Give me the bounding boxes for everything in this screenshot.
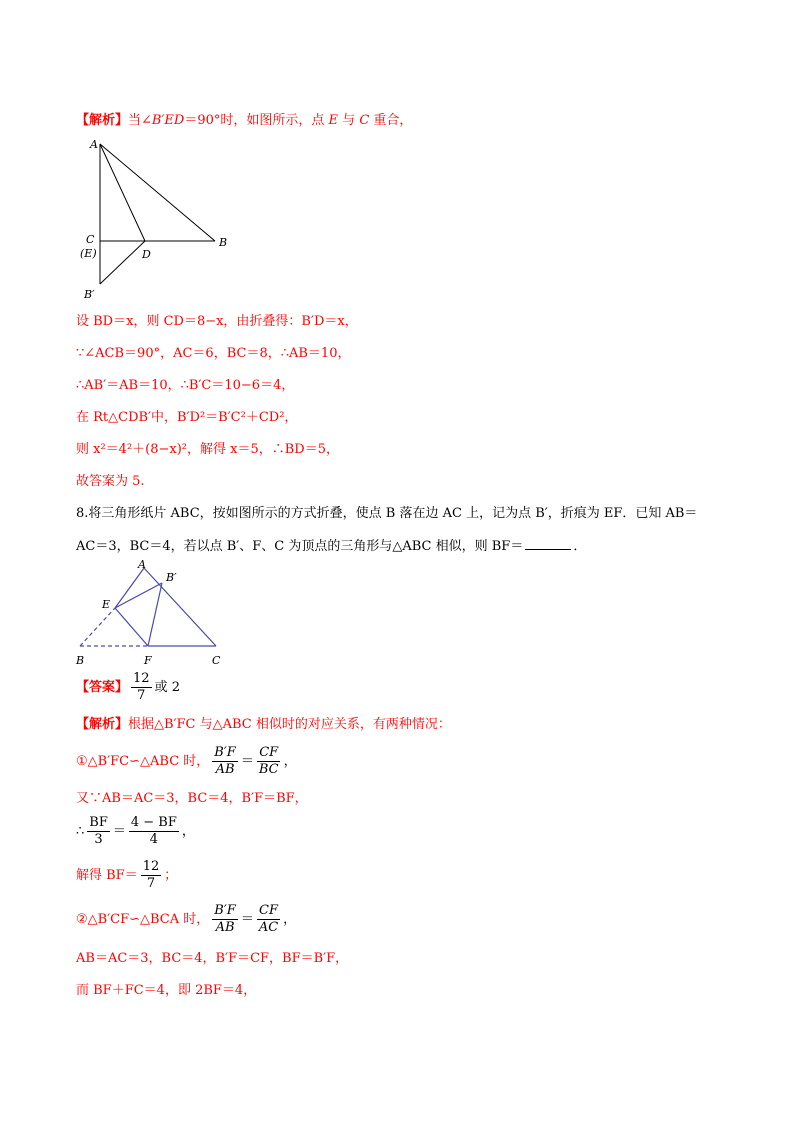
case2-fraction-1 (212, 903, 238, 936)
solve-den: 7 (146, 876, 156, 891)
case2-comma: ， (283, 912, 297, 927)
fig2-label-c: C (212, 654, 221, 667)
solve-semicolon: ； (164, 868, 178, 883)
fig2-label-b: B (76, 654, 85, 667)
fig1-label-c: C (86, 233, 95, 246)
solve-label: 解得 BF＝ (76, 868, 138, 883)
therefore-comma: ， (181, 824, 195, 839)
f4-den: 4 (149, 832, 159, 847)
solve-fraction (141, 859, 162, 892)
sol1-coincide: 重合， (373, 113, 413, 128)
sol2-also-line: 又∵AB＝AC＝3，BC＝4，B′F＝BF， (76, 791, 308, 806)
fig2-fold-e-f (115, 608, 148, 646)
f3-den: 3 (94, 832, 103, 847)
case1-fraction-2 (257, 745, 281, 778)
case1-fraction-1 (212, 745, 238, 778)
case2-label: ②△B′CF∽△BCA 时， (76, 912, 210, 927)
sol2-intro: 根据△B′FC 与△ABC 相似时的对应关系，有两种情况： (128, 717, 451, 732)
answer-den: 7 (137, 688, 146, 703)
figure-2-folded-triangle (72, 556, 232, 672)
sol1-lead: 当∠ (128, 113, 152, 128)
fig1-edge-a-b (100, 144, 215, 241)
answer-fraction (131, 671, 152, 704)
sol1-line-6: 故答案为 5. (76, 474, 145, 489)
sol1-angle: B′ED (151, 113, 185, 128)
fig2-label-f: F (144, 654, 152, 667)
fig2-dashed-b-e (80, 608, 115, 646)
question-8-end: ． (573, 539, 587, 554)
fig1-label-e: (E) (80, 247, 97, 260)
fig1-edge-d-bprime (100, 241, 145, 284)
sol2-line-a: AB＝AC＝3，BC＝4，B′F＝CF，BF＝B′F， (76, 951, 349, 966)
answer-num: 12 (133, 671, 150, 686)
fig2-label-bprime: B′ (166, 571, 177, 584)
f3-num: BF (89, 815, 108, 830)
fig2-edge-e-bprime (115, 583, 162, 608)
therefore-symbol: ∴ (76, 824, 85, 839)
therefore-fraction-1 (87, 815, 110, 848)
answer-bracket: 【答案】 (76, 680, 129, 695)
fig2-edge-a-e (115, 568, 144, 608)
fig1-label-b: B (219, 236, 228, 249)
sol1-line-4: 在 Rt△CDB′中，B′D²＝B′C²＋CD²， (76, 410, 298, 425)
sol1-line-1: 设 BD＝x，则 CD＝8−x，由折叠得：B′D＝x， (76, 314, 358, 329)
case2-fraction-2 (257, 903, 280, 936)
fig2-label-a: A (138, 558, 146, 571)
analysis-bracket-2: 【解析】 (76, 717, 129, 732)
question-8-text: AC＝3，BC＝4，若以点 B′、F、C 为顶点的三角形与△ABC 相似，则 BF＝ (76, 539, 524, 554)
sol1-point-c: C (359, 113, 370, 128)
figure-1-right-triangle (78, 136, 238, 306)
therefore-eq: ＝ (112, 824, 126, 839)
case1-comma: ， (283, 754, 297, 769)
fig1-label-bprime: B′ (84, 288, 95, 301)
case1-label: ①△B′FC∽△ABC 时， (76, 754, 210, 769)
sol2-case-2 (76, 900, 296, 940)
case2-f1-den: AB (215, 920, 235, 935)
case1-f1-num: B′F (214, 745, 236, 760)
case2-f2-den: AC (258, 920, 279, 935)
sol1-point-e: E (328, 113, 339, 128)
sol2-intro-line (76, 716, 451, 734)
sol2-line-b: 而 BF＋FC＝4，即 2BF＝4， (76, 983, 257, 998)
sol2-solve-line (76, 856, 177, 896)
case2-eq: ＝ (240, 912, 254, 927)
solve-num: 12 (142, 859, 160, 874)
answer-tail: 或 2 (154, 680, 180, 695)
case1-eq: ＝ (240, 754, 254, 769)
fig1-edge-a-d (100, 144, 145, 241)
sol1-line-2: ∵∠ACB＝90°，AC＝6，BC＝8，∴AB＝10， (76, 346, 351, 361)
answer-line (76, 670, 180, 706)
fig2-edge-bprime-f (148, 583, 162, 646)
f4-num: 4 − BF (130, 815, 177, 830)
sol1-cond: ＝90°时，如图所示，点 (184, 113, 325, 128)
therefore-fraction-2 (129, 815, 179, 848)
analysis-bracket: 【解析】 (76, 113, 129, 128)
case2-f1-num: B′F (214, 903, 236, 918)
fig2-label-e: E (102, 598, 111, 611)
case1-f1-den: AB (215, 762, 235, 777)
case1-f2-den: BC (258, 762, 279, 777)
question-8-line-1: 8.将三角形纸片 ABC，按如图所示的方式折叠，使点 B 落在边 AC 上，记为点 B′，折痕为 EF．已知 AB＝ (76, 506, 698, 521)
fig1-label-d: D (142, 248, 151, 261)
solution-header (76, 112, 412, 130)
sol1-line-3: ∴AB′＝AB＝10，∴B′C＝10−6＝4， (76, 378, 295, 393)
case1-f2-num: CF (259, 745, 279, 760)
question-8-line-2 (76, 537, 586, 556)
sol1-line-5: 则 x²＝4²＋(8−x)²，解得 x＝5，∴BD＝5， (76, 442, 339, 457)
sol2-therefore-line (76, 812, 195, 852)
case2-f2-num: CF (259, 903, 278, 918)
fig2-edge-a-c (144, 568, 216, 646)
fig1-label-a: A (90, 138, 98, 151)
answer-blank (525, 537, 571, 550)
sol1-with: 与 (342, 113, 356, 128)
sol2-case-1 (76, 742, 297, 782)
